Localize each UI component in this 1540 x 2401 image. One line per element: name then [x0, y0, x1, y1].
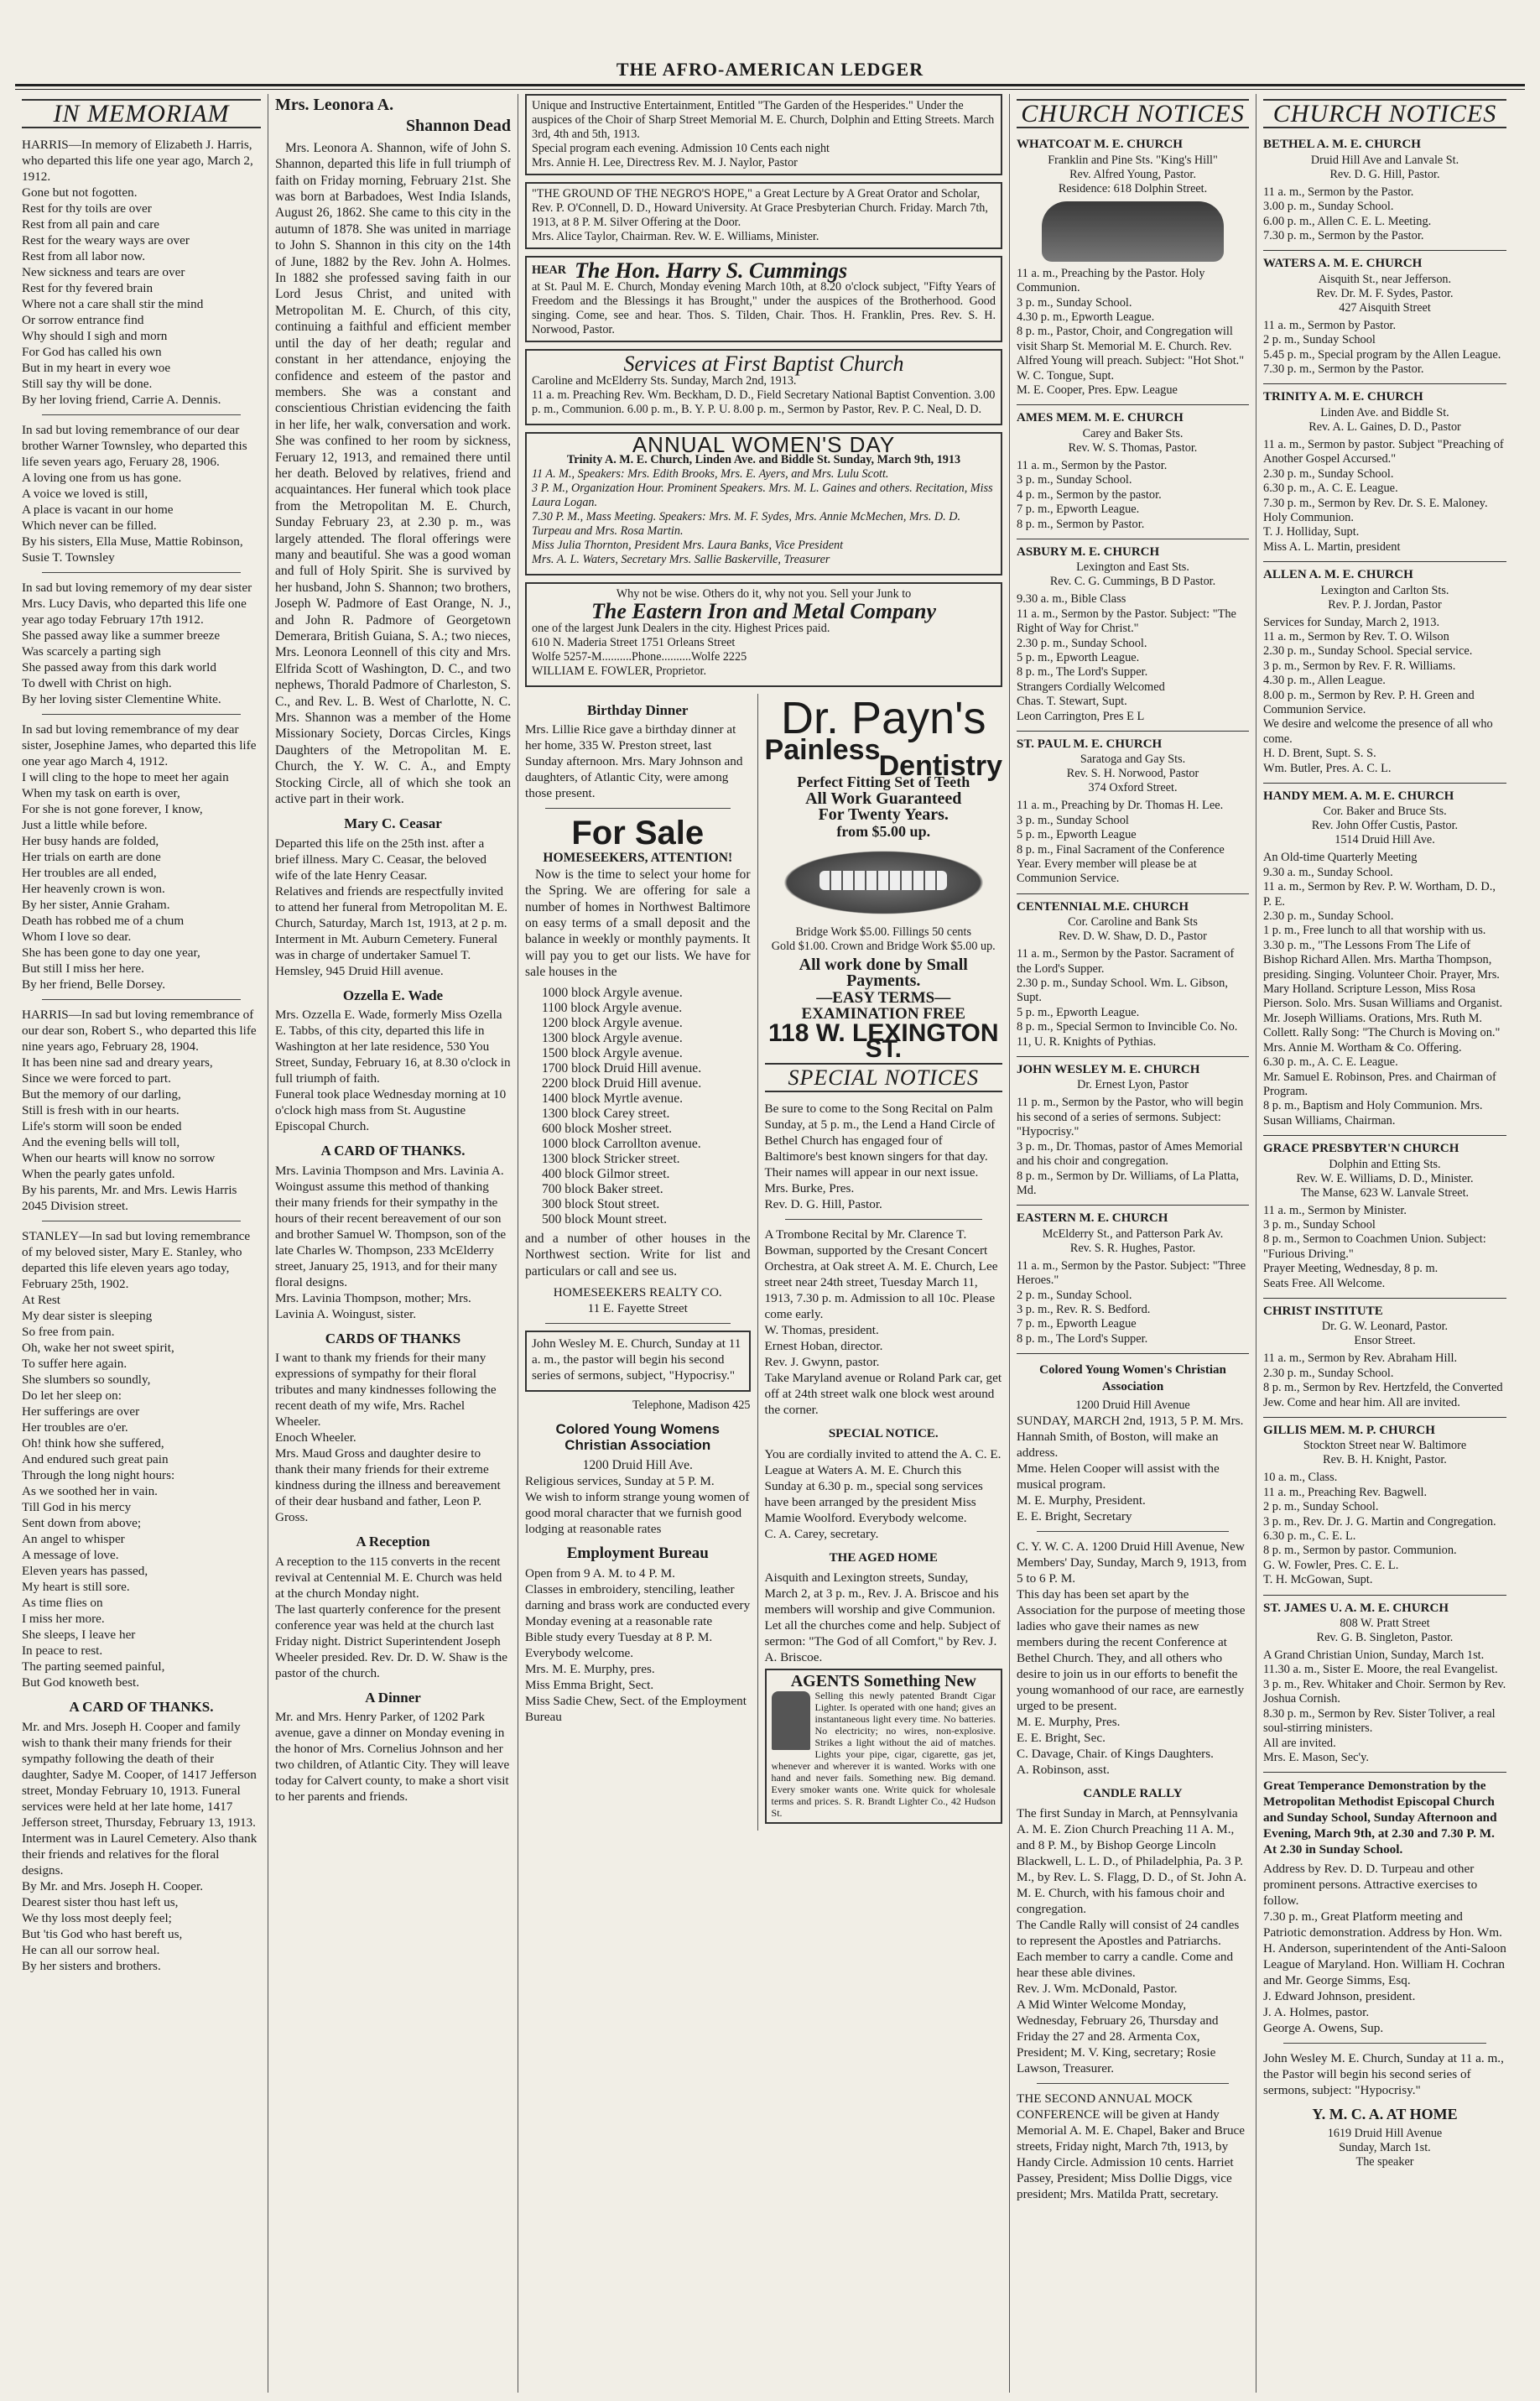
- church-notice: [1263, 1601, 1506, 1773]
- dentist-line: For Twenty Years.: [818, 805, 949, 825]
- church-notice: [1017, 1211, 1249, 1354]
- memoriam-item: In sad but loving remembrance of my dear sister, Josephine James, who departed this life one year ago March 4, 1912. I will cling to the hope to meet her again When my task on earth is over, For she is not gone forever, I know, Just a little while before. Her busy hands are folded, Her trials on earth are done Her troubles are all ended, Her heavenly crown is won. By her sister, Annie Graham. Death has robbed me of a chum Whom I love so dear. She has been gone to day one year, But still I miss her here. By her friend, Belle Dorsey.: [22, 722, 257, 992]
- church-notice: [1017, 737, 1249, 894]
- notice-body: You are cordially invited to attend the A. C. E. League at Waters A. M. E. Church this Sunday at 6.30 p. m., special song services have been arranged by the president Miss Mamie Woolford. Everybody welcome. C. A. Carey, secretary.: [764, 1446, 1002, 1541]
- womens-day-ad: [525, 432, 1002, 576]
- church-schedule: An Old-time Quarterly Meeting 9.30 a. m., Sunday School. 11 a. m., Sermon by Rev. P. W. Wortham, D. D., P. E. 2.30 p. m., Sunday School. 1 p. m., Free lunch to all that worship with us. 3.30 p. m., "The Lessons From The Life of Bishop Richard Allen. Mrs. Martha Thompson, presiding. Singing. Volunteer Choir. Prayer, Mrs. Mary Holland. Scripture Lesson, Miss Rosa Pierson. Solo. Mrs. Susan Williams and Organist. Mr. Joseph Williams. Orations, Mrs. Ruth M. Collett. Rally Song: "The Church is Moving on." Mrs. Annie M. Wortham & Co. Offering. 6.30 p. m., A. C. E. League. Mr. Samuel E. Robinson, Pres. and Chairman of Program. 8 p. m., Baptism and Holy Communion. Mrs. Susan Williams, Chairman.: [1263, 851, 1503, 1128]
- masthead: THE AFRO-AMERICAN LEDGER: [616, 59, 924, 80]
- column-church-notices-1: [1010, 94, 1256, 2393]
- dentist-line: —EASY TERMS— EXAMINATION FREE: [801, 988, 965, 1023]
- divider: [42, 414, 241, 415]
- center-right: [758, 694, 1009, 1831]
- junk-body: one of the largest Junk Dealers in the city. Highest Prices paid. 610 N. Maderia Street 1751 Orleans Street Wolfe 5257-M..........Phone..........Wolfe 2225 WILLIAM E. FOWLER, Proprietor.: [532, 621, 830, 678]
- list-item: 1000 block Argyle avenue.: [542, 985, 683, 1000]
- handshake-illustration: [1042, 201, 1224, 262]
- church-notice: [1017, 410, 1249, 539]
- column-center: [518, 94, 1010, 2393]
- church-address: Stockton Street near W. Baltimore Rev. B. H. Knight, Pastor.: [1303, 1439, 1467, 1467]
- wesley-notice: John Wesley M. E. Church, Sunday at 11 a. m., the Pastor will begin his second series of sermons, subject: "Hypocrisy.": [1263, 2051, 1504, 2098]
- junk-title: The Eastern Iron and Metal Company: [591, 599, 936, 624]
- dentist-name: Dr. Payn's: [781, 692, 986, 743]
- special-notices-title: SPECIAL NOTICES: [765, 1063, 1002, 1092]
- divider: [545, 1323, 731, 1324]
- church-notice: [1017, 899, 1249, 1057]
- cummings-ad: [525, 256, 1002, 342]
- column-church-notices-2: [1256, 94, 1513, 2393]
- hear-label: HEAR: [532, 263, 566, 278]
- for-sale-end: and a number of other houses in the Northwest section. Write for list and particulars or call and see us.: [525, 1231, 751, 1279]
- wade-article: Mrs. Ozzella E. Wade, formerly Miss Ozella E. Tabbs, of this city, departed this life in Washington at her late residence, 530 You Street, Sunday, February 16, at 8.30 o'clock in full triumph of faith. Funeral took place Wednesday morning at 10 o'clock high mass from St. Augustine Episcopal Church.: [275, 1008, 511, 1134]
- church-name: GILLIS MEM. M. P. CHURCH: [1263, 1424, 1435, 1437]
- list-item: 600 block Mosher street.: [542, 1121, 673, 1136]
- shannon-title-b: Shannon Dead: [405, 117, 511, 136]
- church-schedule: 11 p. m., Sermon by the Pastor, who will begin his second of a series of sermons. Subject: "Hypocrisy." 3 p. m., Dr. Thomas, pastor of Ames Memorial and his choir and congregation. 8 p. m., Sermon by Dr. Williams, of La Platta, Md.: [1017, 1096, 1244, 1197]
- church-notice: [1263, 137, 1506, 251]
- church-name: TRINITY A. M. E. CHURCH: [1263, 390, 1423, 404]
- wesley-ad: [525, 1331, 751, 1392]
- church-name: ST. JAMES U. A. M. E. CHURCH: [1263, 1601, 1449, 1615]
- church-name: CENTENNIAL M.E. CHURCH: [1017, 899, 1189, 914]
- list-item: 1400 block Myrtle avenue.: [542, 1091, 684, 1106]
- womens-day-title: ANNUAL WOMEN'S DAY: [632, 431, 896, 457]
- temperance-body: Address by Rev. D. D. Turpeau and other prominent persons. Attractive exercises to follow. 7.30 p. m., Great Platform meeting and Patriotic demonstration. Address by Hon. Wm. H. Anderson, superintendent of the Anti-Saloon League of Maryland. Hon. William H. Cochran and Mr. George Simms, Esq. J. Edward Johnson, president. J. A. Holmes, pastor. George A. Owens, Sup.: [1263, 1862, 1506, 2036]
- church-schedule: 11 a. m., Sermon by Rev. Abraham Hill. 2.30 p. m., Sunday School. 8 p. m., Sermon by Rev. Hertzfeld, the Converted Jew. Come and hear him. All are invited.: [1263, 1352, 1503, 1409]
- church-notice: [1263, 1141, 1506, 1299]
- shannon-title-a: Mrs. Leonora A.: [275, 96, 394, 114]
- ywca-notice-title: Colored Young Women's Christian Association: [1039, 1363, 1226, 1393]
- ywca-notice-address: 1200 Druid Hill Avenue: [1075, 1398, 1190, 1412]
- thanks-title: A CARD OF THANKS.: [320, 1143, 466, 1159]
- church-address: Lexington and East Sts. Rev. C. G. Cummings, B D Pastor.: [1049, 560, 1216, 589]
- ymca-title: Y. M. C. A. AT HOME: [1312, 2106, 1458, 2123]
- church-address: Lexington and Carlton Sts. Rev. P. J. Jordan, Pastor: [1320, 583, 1449, 612]
- homeseekers-attention: HOMESEEKERS, ATTENTION!: [543, 851, 733, 866]
- memoriam-item: In sad but loving rememory of my dear sister Mrs. Lucy Davis, who departed this life one year ago today February 17th 1912. She passed away like a summer breeze Was scarcely a parting sigh She passed away from this dark world To dwell with Christ on high. By her loving sister Clementine White.: [22, 581, 252, 707]
- notice-body: A Trombone Recital by Mr. Clarence T. Bowman, supported by the Cresant Concert Orchestra, at Oak street A. M. E. Church, Lee street near 24th street, Tuesday March 11, 1913, 7.30 p. m. Admission to all 10c. Please come early. W. Thomas, president. Ernest Hoban, director. Rev. J. Gwynn, pastor. Take Maryland avenue or Roland Park car, get off at 24th street walk one block west around the corner.: [764, 1227, 1002, 1418]
- masthead-rule: [15, 84, 1525, 90]
- list-item: 500 block Mount street.: [542, 1211, 667, 1227]
- church-schedule: 11 a. m., Sermon by pastor. Subject "Preaching of Another Gospel Accursed." 2.30 p. m., Sunday School. 6.30 p. m., A. C. E. League. 7.30 p. m., Sermon by Rev. Dr. S. E. Maloney. Holy Communion. T. J. Holliday, Supt. Miss A. L. Martin, president: [1263, 437, 1504, 554]
- candle-rally-title: CANDLE RALLY: [1083, 1786, 1183, 1800]
- list-item: 1300 block Argyle avenue.: [542, 1030, 683, 1045]
- for-sale-body: Now is the time to select your home for the Spring. We are offering for sale a number of homes in Northwest Baltimore on easy terms of a small deposit and the balance in weekly or monthly payments. It will pay you to get our lists. We have for sale houses in the: [525, 867, 751, 980]
- ymca-body: 1619 Druid Hill Avenue Sunday, March 1st. The speaker: [1327, 2126, 1443, 2169]
- list-item: 1200 block Argyle avenue.: [542, 1015, 683, 1030]
- cards-of-thanks-article: I want to thank my friends for their many expressions of sympathy for their floral tributes and many kindnesses following the recent death of my wife, Mrs. Rachel Wheeler. Enoch Wheeler. Mrs. Maud Gross and daughter desire to thank their many friends for their extreme kindness during the illness and bereavement of their dear husband and father, Leon P. Gross.: [275, 1351, 501, 1525]
- dinner-article: Mr. and Mrs. Henry Parker, of 1202 Park avenue, gave a dinner on Monday evening in the honor of Mrs. Cornelius Johnson and her two children, of Atlantic City. They will leave today for Calvert county, to make a short visit to her parents and friends.: [275, 1709, 510, 1804]
- list-item: 400 block Gilmor street.: [542, 1166, 670, 1181]
- dentist-dentistry: Dentistry: [878, 750, 1002, 783]
- wade-title: Ozzella E. Wade: [342, 987, 444, 1003]
- church-notices-title: CHURCH NOTICES: [1263, 99, 1506, 128]
- church-address: McElderry St., and Patterson Park Av. Rev. S. R. Hughes, Pastor.: [1042, 1227, 1224, 1255]
- church-schedule: 11 a. m., Sermon by the Pastor. Sacrament of the Lord's Supper. 2.30 p. m., Sunday School. Wm. L. Gibson, Supt. 5 p. m., Epworth League. 8 p. m., Special Sermon to Invincible Co. No. 11, U. R. Knights of Pythias.: [1017, 947, 1238, 1049]
- church-name: WATERS A. M. E. CHURCH: [1263, 257, 1423, 271]
- church-name: ASBURY M. E. CHURCH: [1017, 544, 1160, 559]
- memoriam-item: HARRIS—In memory of Elizabeth J. Harris, who departed this life one year ago, March 2, 1912. Gone but not fogotten. Rest for thy toils are over Rest from all pain and care Rest for the weary ways are over Rest from all labor now. New sickness and tears are over Rest for thy fevered brain Where not a care shall stir the mind Or sorrow entrance find Why should I sigh and morn For God has called his own But in my heart in every woe Still say thy will be done. By her loving friend, Carrie A. Dennis.: [22, 138, 253, 408]
- ywca-phone: Telephone, Madison 425: [632, 1398, 751, 1412]
- church-schedule: 11 a. m., Preaching by Dr. Thomas H. Lee. 3 p. m., Sunday School 5 p. m., Epworth League 8 p. m., Final Sacrament of the Conference Year. Every member will please be at Communion Service.: [1017, 799, 1225, 886]
- dentist-address: 118 W. LEXINGTON ST.: [767, 1018, 999, 1064]
- aged-home-body: Aisquith and Lexington streets, Sunday, March 2, at 3 p. m., Rev. J. A. Briscoe and his members will worship and give Communion. Let all the churches come and help. Subject of sermon: "The God of all Comfort," by Rev. J. A. Briscoe.: [764, 1570, 1001, 1664]
- bureau-body: Open from 9 A. M. to 4 P. M. Classes in embroidery, stenciling, leather darning and brass work are conducted every Monday evening at a reasonable rate Bible study every Tuesday at 8 P. M. Everybody welcome. Mrs. M. E. Murphy, pres. Miss Emma Bright, Sect. Miss Sadie Chew, Sect. of the Employment Bureau: [525, 1565, 751, 1724]
- ywca-body: Religious services, Sunday at 5 P. M. We wish to inform strange young women of good moral character that we furnish good lodging at reasonable rates: [525, 1474, 750, 1537]
- lighter-illustration: [772, 1691, 810, 1750]
- column-in-memoriam: [15, 94, 268, 2393]
- list-item: 1000 block Carrollton avenue.: [542, 1136, 701, 1151]
- candle-rally-body: The first Sunday in March, at Pennsylvania A. M. E. Zion Church Preaching 11 A. M., and 8 P. M., by Bishop George Lincoln Blackwell, L. L. D., of Philadelphia, Pa. 3 P. M., by Rev. L. S. Flagg, D. D., of St. John A. M. E. Church, with his famous choir and congregation. The Candle Rally will consist of 24 candles to represent the Apostles and Patriarchs. Each member to carry a candle. Come and hear these able divines. Rev. J. Wm. McDonald, Pastor. A Mid Winter Welcome Monday, Wednesday, February 26, Thursday and Friday the 27 and 28. Armenta Cox, President; M. V. King, secretary; Rosie Lawson, Treasurer.: [1017, 1806, 1247, 2076]
- birthday-body: Mrs. Lillie Rice gave a birthday dinner at her home, 335 W. Preston street, last Sunday afternoon. Mrs. Mary Johnson and daughters, of Atlantic City, were among those present.: [525, 722, 743, 801]
- memoriam-item: HARRIS—In sad but loving remembrance of our dear son, Robert S., who departed this life nine years ago, February 28, 1904. It has been nine sad and dreary years, Since we were forced to part. But the memory of our darling, Still is fresh with in our hearts. Life's storm will soon be ended And the evening bells will toll, When our hearts will know no sorrow When the pearly gates unfold. By his parents, Mr. and Mrs. Lewis Harris 2045 Division street.: [22, 1008, 257, 1214]
- church-name: EASTERN M. E. CHURCH: [1017, 1211, 1168, 1226]
- cards-of-thanks-title: CARDS OF THANKS: [325, 1330, 461, 1346]
- reception-title: A Reception: [356, 1534, 430, 1550]
- church-schedule: 11 a. m., Preaching by the Pastor. Holy Communion. 3 p. m., Sunday School. 4.30 p. m., Epworth League. 8 p. m., Pastor, Choir, and Congregation will visit Sharp St. Memorial M. E. Church. Rev. Alfred Young will preach. Subject: "Hot Shot." W. C. Tongue, Supt. M. E. Cooper, Pres. Epw. League: [1017, 266, 1245, 398]
- ywca-address: 1200 Druid Hill Ave.: [582, 1457, 693, 1472]
- church-name: JOHN WESLEY M. E. CHURCH: [1017, 1063, 1200, 1077]
- temperance-title: Great Temperance Demonstration by the Metropolitan Methodist Episcopal Church and Sunday School, Sunday Afternoon and Evening, March 9th, at 2.30 and 7.30 P. M. At 2.30 in Sunday School.: [1263, 1779, 1497, 1857]
- list-item: 1300 block Stricker street.: [542, 1151, 680, 1166]
- baptist-title: Services at First Baptist Church: [623, 352, 904, 377]
- church-address: Cor. Caroline and Bank Sts Rev. D. W. Shaw, D. D., Pastor: [1059, 915, 1207, 944]
- dentist-ad: [764, 692, 1002, 1064]
- garden-ad: Unique and Instructive Entertainment, Entitled "The Garden of the Hesperides." Under the auspices of the Choir of Sharp Street Memorial M. E. Church, Dolphin and Etting Streets. March 3rd, 4th and 5th, 1913. Special program each evening. Admission 10 Cents each night Mrs. Annie H. Lee, Directress Rev. M. J. Naylor, Pastor: [525, 94, 1002, 175]
- church-address: Dolphin and Etting Sts. Rev. W. E. Williams, D. D., Minister. The Manse, 623 W. Lanvale Street.: [1296, 1157, 1474, 1200]
- womens-day-sub: Trinity A. M. E. Church, Linden Ave. and Biddle St. Sunday, March 9th, 1913: [566, 453, 961, 467]
- ywca-notice-body: SUNDAY, MARCH 2nd, 1913, 5 P. M. Mrs. Hannah Smith, of Boston, will make an address. Mme. Helen Cooper will assist with the musical program. M. E. Murphy, President. E. E. Bright, Secretary: [1017, 1413, 1244, 1523]
- womens-day-body: 11 A. M., Speakers: Mrs. Edith Brooks, Mrs. E. Ayers, and Mrs. Lulu Scott. 3 P. M., Organization Hour. Prominent Speakers. Mrs. M. L. Gaines and others. Recitation, Miss Laura Logan. 7.30 P. M., Mass Meeting. Speakers: Mrs. M. F. Sydes, Mrs. Annie McMechen, Mrs. D. D. Turpeau and Mrs. Rosa Martin. Miss Julia Thornton, President Mrs. Laura Banks, Vice President Mrs. A. L. Waters, Secretary Mrs. Sallie Baskerville, Treasurer: [532, 467, 993, 567]
- church-name: CHRIST INSTITUTE: [1263, 1304, 1383, 1318]
- church-name: BETHEL A. M. E. CHURCH: [1263, 138, 1421, 152]
- dentist-line: All work done by Small Payments.: [799, 956, 968, 991]
- church-schedule: 11 a. m., Sermon by Minister. 3 p. m., Sunday School 8 p. m., Sermon to Coachmen Union. Subject: "Furious Driving." Prayer Meeting, Wednesday, 8 p. m. Seats Free. All Welcome.: [1263, 1203, 1486, 1290]
- ywca-title: Colored Young Womens Christian Association: [555, 1420, 721, 1454]
- memoriam-item: In sad but loving remembrance of our dear brother Warner Townsley, who departed this life seven years ago, Feruary 28, 1906. A loving one from us has gone. A voice we loved is still, A place is vacant in our home Which never can be filled. By his sisters, Ella Muse, Mattie Robinson, Susie T. Townsley: [22, 423, 247, 565]
- church-notices-title: CHURCH NOTICES: [1017, 99, 1249, 128]
- cummings-body: at St. Paul M. E. Church, Monday evening March 10th, at 8.20 o'clock subject, "Fifty Years of Freedom and the Blessings it has Brought," under the auspices of the Brotherhood. Good singing. Come, see and hear. Thos. S. Tilden, Chair. Thos. H. Franklin, Pres. Rev. S. H. Norwood, Pastor.: [532, 280, 996, 337]
- dentist-line: Bridge Work $5.00. Fillings 50 cents Gold $1.00. Crown and Bridge Work $5.00 up.: [771, 925, 996, 954]
- list-item: 1100 block Argyle avenue.: [542, 1000, 683, 1015]
- divider: [785, 1219, 982, 1220]
- ceasar-title: Mary C. Ceasar: [344, 815, 442, 832]
- church-address: Franklin and Pine Sts. "King's Hill" Rev. Alfred Young, Pastor. Residence: 618 Dolphin Street.: [1048, 153, 1218, 195]
- teeth-illustration: [770, 846, 997, 919]
- church-schedule: 11 a. m., Sermon by the Pastor. Subject: "Three Heroes." 2 p. m., Sunday School. 3 p. m., Rev. R. S. Bedford. 7 p. m., Epworth League 8 p. m., The Lord's Supper.: [1017, 1258, 1246, 1346]
- divider: [545, 808, 731, 809]
- church-notice: [1017, 137, 1249, 405]
- realty-signature: HOMESEEKERS REALTY CO. 11 E. Fayette Street: [553, 1284, 722, 1315]
- church-address: Dr. G. W. Leonard, Pastor. Ensor Street.: [1321, 1320, 1449, 1348]
- church-notice: [1263, 1423, 1506, 1596]
- block-list: [525, 986, 751, 1227]
- reception-article: A reception to the 115 converts in the recent revival at Centennial M. E. Church was held at the church Monday night. The last quarterly conference for the present conference year was held at the church last Friday night. District Superintendent Joseph Wheeler presided. Rev. Dr. D. W. Shaw is the pastor of the church.: [275, 1554, 507, 1680]
- columns: [15, 94, 1528, 2393]
- divider: [1283, 2043, 1486, 2044]
- list-item: 700 block Baker street.: [542, 1181, 663, 1196]
- church-address: Dr. Ernest Lyon, Pastor: [1077, 1078, 1189, 1092]
- church-schedule: 11 a. m., Sermon by the Pastor. 3 p. m., Sunday School. 4 p. m., Sermon by the pastor. 7 p. m., Epworth League. 8 p. m., Sermon by Pastor.: [1017, 458, 1168, 531]
- dentist-painless: Painless: [764, 733, 881, 766]
- column-obituaries: [268, 94, 518, 2393]
- church-schedule: 11 a. m., Sermon by the Pastor. 3.00 p. m., Sunday School. 6.00 p. m., Allen C. E. L. Meeting. 7.30 p. m., Sermon by the Pastor.: [1263, 185, 1432, 243]
- church-notice: [1263, 256, 1506, 384]
- church-notice: [1263, 567, 1506, 784]
- ywca-notice-body-2: C. Y. W. C. A. 1200 Druid Hill Avenue, New Members' Day, Sunday, March 9, 1913, from 5 to 6 P. M. This day has been set apart by the Association for the purpose of meeting those ladies who gave their names as new members during the recent Conference at Bethel Church. They, and all others who desire to join us in our efforts to benefit the young womanhood of our race, are earnestly urged to be present. M. E. Murphy, Pres. E. E. Bright, Sec. C. Davage, Chair. of Kings Daughters. A. Robinson, asst.: [1017, 1539, 1247, 1777]
- church-notice: [1017, 1062, 1249, 1206]
- baptist-ad: [525, 349, 1002, 424]
- memoriam-item: STANLEY—In sad but loving remembrance of my beloved sister, Mary E. Stanley, who departed this life eleven years ago today, February 25th, 1902. At Rest My dear sister is sleeping So free from pain. Oh, wake her not sweet spirit, To suffer here again. She slumbers so soundly, Do let her sleep on: Her sufferings are over Her troubles are o'er. Oh! think how she suffered, And endured such great pain Through the long night hours: As we soothed her in vain. Till God in his mercy Sent down from above; An angel to whisper A message of love. Eleven years has passed, My heart is still sore. As time flies on I miss her more. She sleeps, I leave her In peace to rest. The parting seemed painful, But God knoweth best.: [22, 1229, 251, 1690]
- junk-lead: Why not be wise. Others do it, why not you. Sell your Junk to: [616, 587, 912, 602]
- in-memoriam-title: IN MEMORIAM: [22, 99, 261, 128]
- church-name: GRACE PRESBYTER'N CHURCH: [1263, 1142, 1459, 1156]
- church-schedule: Services for Sunday, March 2, 1913. 11 a. m., Sermon by Rev. T. O. Wilson 2.30 p. m., Sunday School. Special service. 3 p. m., Sermon by Rev. F. R. Williams. 4.30 p. m., Allen League. 8.00 p. m., Sermon by Rev. P. H. Green and Communion Service. We desire and welcome the presence of all who come. H. D. Brent, Supt. S. S. Wm. Butler, Pres. A. C. L.: [1263, 615, 1493, 775]
- church-address: 808 W. Pratt Street Rev. G. B. Singleton, Pastor.: [1316, 1617, 1454, 1645]
- church-name: ALLEN A. M. E. CHURCH: [1263, 568, 1413, 582]
- for-sale-title: For Sale: [571, 815, 705, 852]
- list-item: 1500 block Argyle avenue.: [542, 1045, 683, 1060]
- ceasar-article: Departed this life on the 25th inst. after a brief illness. Mary C. Ceasar, the beloved wife of the late Henry Ceasar. Relatives and friends are respectfully invited to attend her funeral from Metropolitan M. E. Church, Saturday, March 1st, 1913, at 2 p. m. Interment in Mt. Auburn Cemetery. Funeral was in charge of undertaker Samuel T. Hemsley, 945 Druid Hill avenue.: [275, 836, 508, 978]
- birthday-title: Birthday Dinner: [587, 701, 689, 718]
- church-schedule: 10 a. m., Class. 11 a. m., Preaching Rev. Bagwell. 2 p. m., Sunday School. 3 p. m., Rev. Dr. J. G. Martin and Congregation. 6.30 p. m., C. E. L. 8 p. m., Sermon by pastor. Communion. G. W. Fowler, Pres. C. E. L. T. H. McGowan, Supt.: [1263, 1471, 1496, 1587]
- dentist-line: Perfect Fitting Set of Teeth: [797, 773, 970, 791]
- bureau-title: Employment Bureau: [566, 1544, 709, 1563]
- mock-conference-body: THE SECOND ANNUAL MOCK CONFERENCE will be given at Handy Memorial A. M. E. Chapel, Baker and Bruce streets, Friday night, March 7th, 1913, by Handy Circle. Admission 10 cents. Harriet Passey, President; Miss Dollie Diggs, vice president; Mrs. Matilda Pratt, secretary.: [1017, 2091, 1246, 2202]
- dentist-price: from $5.00 up.: [836, 822, 931, 840]
- church-schedule: 11 a. m., Sermon by Pastor. 2 p. m., Sunday School 5.45 p. m., Special program by the Allen League. 7.30 p. m., Sermon by the Pastor.: [1263, 318, 1501, 377]
- church-notice: [1263, 789, 1506, 1136]
- divider: [1037, 1531, 1229, 1532]
- church-notice: [1263, 1304, 1506, 1418]
- shannon-article: Mrs. Leonora A. Shannon, wife of John S. Shannon, departed this life in full triumph of faith on Friday morning, February 21st. She was born at Barbadoes, West India Islands, August 26, 1862. She came to this city in the autumn of 1878. She was united in marriage to John S. Shannon in this city on the 14th of June, 1882 by the Rev. John A. Holmes. In 1882 she professed saving faith in our Lord Jesus Christ, and united with Metropolitan M. E. Church, of this city, continuing a faithful and efficient member until the day of her death; regular and constant in her attendance, enjoying the confidence and esteem of the pastor and members. She was a constant and conscientious Christian evidencing the faith in her life, her walk, conversation and work. She was confined to her room by sickness, Feruary 12, 1913, and remained there until her death. Beloved by relatives, friend and acquaintances. Her funeral which took place from the Metropolitan M. E. Church, Sunday February 23, at 2.30 p. m., was largely attended. The floral offerings were many and beautiful. She was a good woman and full of Holy Spirit. She is survived by her husband, John S. Shannon; two brothers, Joseph W. Padmore of East Orange, N. J., and John R. Padmore of Georgetown Demerara, British Guiana, S. A.; two nieces, Mrs. Leonora Leonnell of this city and Mrs. Elfrida Scott of Washington, D. C., and two nephews, Thorald Padmore of Charleston, S. C., and Rev. L. B. West of Charlotte, N. C. Mrs. Shannon was a member of the Home Missionary Society, Dorcas Circles, Kings Daughters of the Metropolitan M. E. Church, the Y. W. C. A., and Empty Stocking Circle, all of which she took an active part in their work.: [275, 140, 511, 807]
- list-item: 1700 block Druid Hill avenue.: [542, 1060, 702, 1076]
- special-notice-title: SPECIAL NOTICE.: [828, 1427, 939, 1441]
- church-name: AMES MEM. M. E. CHURCH: [1017, 411, 1184, 425]
- card-of-thanks-body: Mr. and Mrs. Joseph H. Cooper and family wish to thank their many friends for their sympathy following the death of their daughter, Sadye M. Cooper, of 1417 Jefferson street, Monday February 10, 1913. Funeral services were held at her late home, 1417 Jefferson street, Thursday, February 13, 1913. Interment was in Laurel Cemetery. Also thank their friends and relatives for the floral designs. By Mr. and Mrs. Joseph H. Cooper. Dearest sister thou hast left us, We thy loss most deeply feel; But 'tis God who hast bereft us, He can all our sorrow heal. By her sisters and brothers.: [22, 1719, 258, 1973]
- list-item: 2200 block Druid Hill avenue.: [542, 1076, 702, 1091]
- agents-body: Selling this newly patented Brandt Cigar Lighter. Is operated with one hand; gives an instantaneous light every time. No batteries. No electricity; no wires, non-explosive. Strikes a light without the aid of matches. Lights your pipe, cigar, cigarette, gas jet, whenever and wherever it is wanted. Works with one hand and never fails. Something new. Big demand. Every smoker wants one. Write quick for wholesale terms and prices. S. R. Brandt Lighter Co., 42 Hudson St.: [771, 1690, 996, 1820]
- divider: [42, 572, 241, 573]
- list-item: 300 block Stout street.: [542, 1196, 660, 1211]
- church-address: Druid Hill Ave and Lanvale St. Rev. D. G. Hill, Pastor.: [1310, 153, 1459, 181]
- agents-title: AGENTS Something New: [790, 1671, 976, 1690]
- junk-ad: [525, 582, 1002, 686]
- baptist-body: Caroline and McElderry Sts. Sunday, March 2nd, 1913. 11 a. m. Preaching Rev. Wm. Beckham, D. D., Field Secretary National Baptist Convention. 3.00 p. m., Communion. 6.00 p. m., B. Y. P. U. 8.00 p. m., Sermon by Pastor, Rev. P. C. Neal, D. D.: [532, 373, 996, 416]
- cummings-title: The Hon. Harry S. Cummings: [575, 258, 848, 283]
- agents-ad: [765, 1669, 1002, 1824]
- church-notice: [1017, 544, 1249, 732]
- center-left: [518, 694, 758, 1831]
- card-of-thanks-title: A CARD OF THANKS.: [69, 1699, 214, 1716]
- divider: [1037, 2083, 1229, 2084]
- church-name: WHATCOAT M. E. CHURCH: [1017, 138, 1183, 152]
- dinner-title: A Dinner: [365, 1689, 421, 1706]
- divider: [42, 714, 241, 715]
- church-address: Saratoga and Gay Sts. Rev. S. H. Norwood, Pastor 374 Oxford Street.: [1066, 753, 1199, 795]
- church-address: Linden Ave. and Biddle St. Rev. A. L. Gaines, D. D., Pastor: [1308, 405, 1461, 434]
- church-name: HANDY MEM. A. M. E. CHURCH: [1263, 789, 1454, 803]
- aged-home-title: THE AGED HOME: [829, 1550, 938, 1565]
- notice-body: Be sure to come to the Song Recital on Palm Sunday, at 5 p. m., the Lend a Hand Circle of Bethel Church has engaged four of Baltimore's best known singers for that day. Their names will appear in our next issue. Mrs. Burke, Pres. Rev. D. G. Hill, Pastor.: [764, 1102, 996, 1212]
- church-address: Aisquith St., near Jefferson. Rev. Dr. M. F. Sydes, Pastor. 427 Aisquith Street: [1316, 272, 1454, 315]
- church-address: Carey and Baker Sts. Rev. W. S. Thomas, Pastor.: [1068, 426, 1198, 455]
- church-schedule: 9.30 a. m., Bible Class 11 a. m., Sermon by the Pastor. Subject: "The Right of Way for Christ." 2.30 p. m., Sunday School. 5 p. m., Epworth League. 8 p. m., The Lord's Supper. Strangers Cordially Welcomed Chas. T. Stewart, Supt. Leon Carrington, Pres E L: [1017, 592, 1236, 723]
- church-notice: [1263, 389, 1506, 562]
- divider: [42, 999, 241, 1000]
- dentist-line: All Work Guaranteed: [805, 789, 962, 808]
- list-item: 1300 block Carey street.: [542, 1106, 670, 1121]
- church-name: ST. PAUL M. E. CHURCH: [1017, 737, 1163, 751]
- church-schedule: A Grand Christian Union, Sunday, March 1st. 11.30 a. m., Sister E. Moore, the real Evangelist. 3 p. m., Rev. Whitaker and Choir. Sermon by Rev. Joshua Cornish. 8.30 p. m., Sermon by Rev. Sister Toliver, a real soul-stirring ministers. All are invited. Mrs. E. Mason, Sec'y.: [1263, 1648, 1506, 1764]
- thanks-article: Mrs. Lavinia Thompson and Mrs. Lavinia A. Woingust assume this method of thanking their many friends for their sympathy in the hours of their recent bereavement of our son and brother Samuel W. Thompson, son of the late Charles W. Thompson, 233 McElderry street, January 25, 1913, and for their many floral designs. Mrs. Lavinia Thompson, mother; Mrs. Lavinia A. Woingust, sister.: [275, 1163, 507, 1321]
- church-address: Cor. Baker and Bruce Sts. Rev. John Offer Custis, Pastor. 1514 Druid Hill Ave.: [1311, 805, 1459, 847]
- lecture-ad: "THE GROUND OF THE NEGRO'S HOPE," a Great Lecture by A Great Orator and Scholar, Rev. P. O'Connell, D. D., Howard University. At Grace Presbyterian Church. Friday. March 7th, 1913, at 8 P. M. Silver Offering at the Door. Mrs. Alice Taylor, Chairman. Rev. W. E. Williams, Minister.: [525, 182, 1002, 249]
- wesley-body: John Wesley M. E. Church, Sunday at 11 a. m., the pastor will begin his second series of sermons, subject, "Hypocrisy.": [532, 1336, 741, 1383]
